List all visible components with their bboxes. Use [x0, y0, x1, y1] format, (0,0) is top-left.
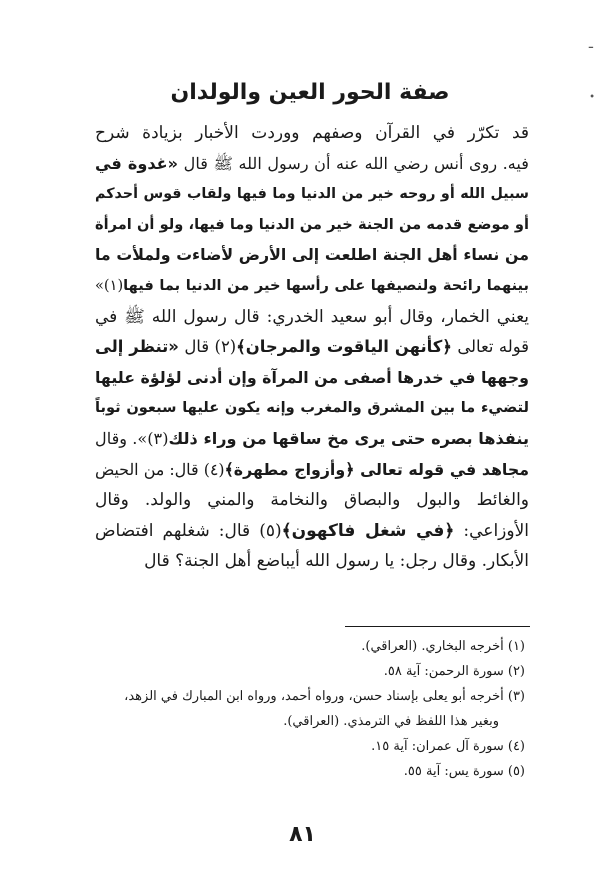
footnotes — [75, 634, 525, 784]
text-line — [95, 455, 529, 486]
footnote: (٤) سورة آل عمران: آية ١٥. — [371, 739, 525, 754]
footnote: (٥) سورة يس: آية ٥٥. — [403, 764, 525, 779]
page-title: صفة الحور العين والولدان — [170, 80, 450, 105]
text-segment: (٢) قال — [178, 337, 237, 357]
text-segment: الأبكار. وقال رجل: يا رسول الله أيباضع أهل الجنة؟ قال — [144, 551, 529, 572]
margin-mark-top: ـ — [588, 36, 593, 52]
text-line — [95, 393, 529, 424]
text-line — [95, 210, 529, 241]
text-line — [95, 240, 529, 271]
footnote: وبغير هذا اللفظ في الترمذي. (العراقي). — [283, 714, 499, 729]
text-segment: أو موضع قدمه من الجنة خير من الدنيا وما فيها، ولو أن امرأة — [95, 215, 529, 233]
text-line — [95, 516, 529, 547]
text-segment: ينفذها بصره حتى يرى مخ ساقها من وراء ذلك — [168, 428, 529, 448]
text-line — [95, 332, 529, 363]
text-segment: والغائط والبول والبصاق والنخامة والمني والولد. وقال — [95, 490, 529, 511]
text-line — [95, 302, 529, 333]
footnote-divider — [345, 626, 530, 627]
text-line — [95, 271, 529, 302]
text-line — [95, 485, 529, 516]
text-segment: يعني الخمار، وقال أبو سعيد الخدري: قال رسول الله ﷺ في — [95, 306, 529, 327]
text-line — [95, 363, 529, 394]
text-segment: وجهها في خدرها أصفى من المرآة وإن أدنى لؤلؤة عليها — [95, 367, 529, 387]
text-segment: (٤) قال: من الحيض — [95, 459, 225, 479]
text-line — [95, 424, 529, 455]
text-segment: (٥) قال: شغلهم افتضاض — [95, 520, 282, 541]
page-number: ٨١ — [289, 822, 316, 847]
text-segment: (٣)». وقال — [95, 428, 169, 448]
footnote: (٣) أخرجه أبو يعلى بإسناد حسن، ورواه أحمد، ورواه ابن المبارك في الزهد، — [124, 689, 525, 704]
text-segment: بينهما رائحة ولنصيفها على رأسها خير من الدنيا بما فيها — [123, 276, 529, 294]
text-segment: سبيل الله أو روحه خير من الدنيا وما فيها ولقاب قوس أحدكم — [95, 186, 529, 203]
text-segment: مجاهد في قوله تعالى — [354, 459, 529, 479]
text-segment: «تنظر إلى — [95, 337, 179, 357]
text-segment: لتضيء ما بين المشرق والمغرب وإنه يكون عليها سبعون ثوباً — [95, 399, 529, 417]
text-line — [95, 179, 529, 210]
margin-dot-icon: • — [589, 92, 595, 103]
text-segment: فيه. روى أنس رضي الله عنه أن رسول الله ﷺ قال — [178, 153, 529, 173]
body-text — [95, 118, 529, 577]
text-line — [95, 149, 529, 180]
text-segment: قوله تعالى — [451, 337, 529, 357]
footnote: (١) أخرجه البخاري. (العراقي). — [361, 639, 525, 654]
text-segment: ﴿في شغل فاكهون﴾ — [281, 520, 455, 541]
text-segment: ﴿كأنهن الياقوت والمرجان﴾ — [236, 337, 452, 357]
text-segment: ﴿وأزواج مطهرة﴾ — [224, 459, 355, 479]
text-segment: قد تكرّر في القرآن وصفهم ووردت الأخبار بزيادة شرح — [95, 123, 529, 143]
text-segment: الأوزاعي: — [454, 520, 529, 541]
text-line — [95, 118, 529, 149]
text-segment: من نساء أهل الجنة اطلعت إلى الأرض لأضاءت ولملأت ما — [95, 245, 529, 265]
text-segment: «غدوة في — [95, 153, 179, 173]
footnote: (٢) سورة الرحمن: آية ٥٨. — [383, 664, 525, 679]
text-line — [95, 546, 529, 577]
text-segment: (١)» — [95, 276, 124, 294]
